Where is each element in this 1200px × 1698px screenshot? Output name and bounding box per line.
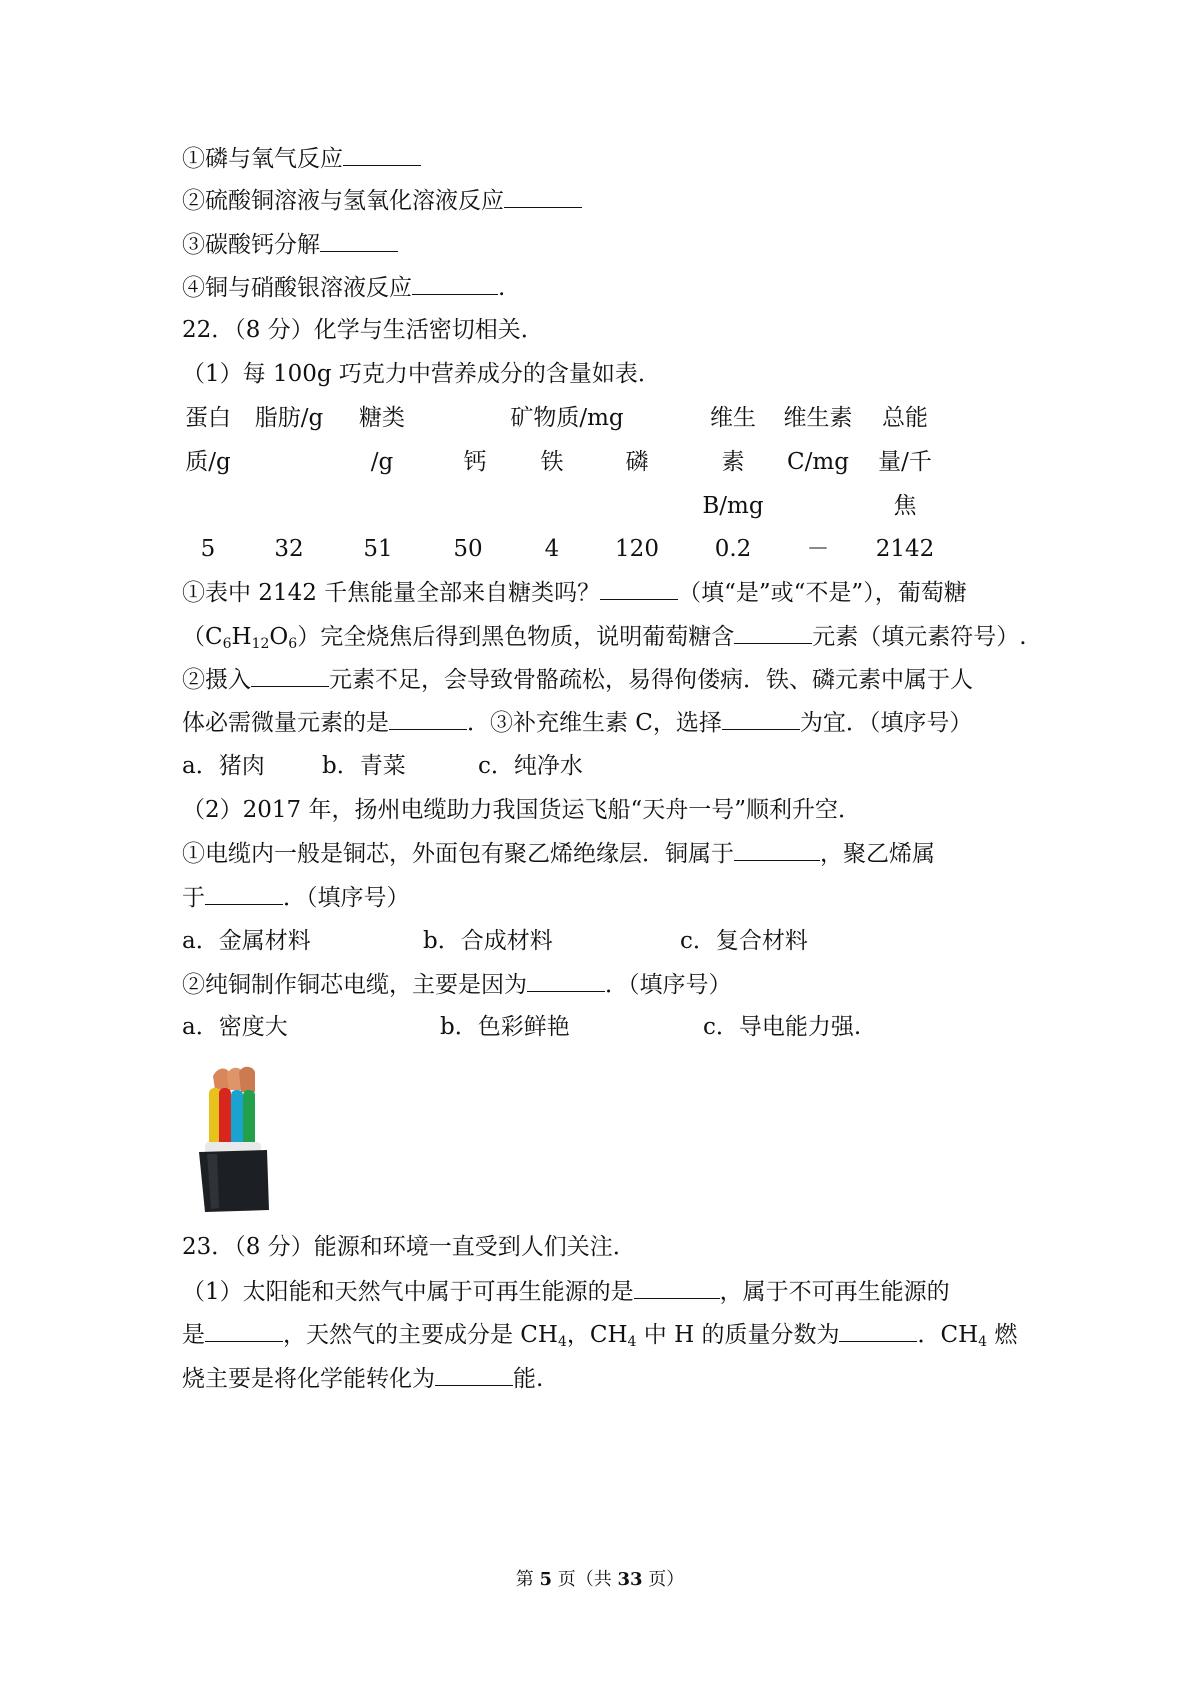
option-c: c．纯净水 (478, 753, 583, 779)
reaction-1: ①磷与氧气反应 (182, 143, 421, 174)
answer-blank[interactable] (839, 1319, 917, 1342)
page-footer: 第 5 页（共 33 页） (515, 1569, 685, 1590)
th-sugar: 糖类 (359, 405, 405, 431)
answer-blank[interactable] (600, 577, 678, 600)
page-number: 5 (539, 1569, 552, 1590)
table-cell: 4 (544, 536, 560, 562)
q22-sub2: ②摄入 元素不足，会导致骨骼疏松，易得佝偻病．铁、磷元素中属于人 (182, 664, 973, 695)
answer-blank[interactable] (205, 1319, 283, 1342)
answer-blank[interactable] (389, 707, 467, 730)
option-b: b．合成材料 (423, 928, 553, 954)
answer-blank[interactable] (504, 185, 582, 208)
th-phosphorus: 磷 (625, 449, 649, 475)
q23-1: （1）太阳能和天然气中属于可再生能源的是 ，属于不可再生能源的 (182, 1276, 950, 1307)
th-vitamin-b: 维生 (710, 405, 756, 431)
answer-blank[interactable] (734, 838, 820, 861)
th-calcium: 钙 (463, 449, 487, 475)
question-22-title: 22．（8 分）化学与生活密切相关． (182, 317, 544, 343)
table-cell: 5 (200, 536, 216, 562)
q22-sub1-cont: $(C_6H_{12}O_6)$完全烧焦后得到黑色物质，说明葡萄糖含 元素（填元素符号）. (182, 621, 1027, 652)
q23-1-cont2: 烧主要是将化学能转化为 能. (182, 1363, 543, 1394)
copper-strand-3 (239, 1067, 255, 1092)
table-cell: － (806, 536, 830, 562)
reaction-2: ②硫酸铜溶液与氢氧化溶液反应 (182, 185, 582, 216)
answer-blank[interactable] (734, 621, 812, 644)
q23-1-cont: 是 ，天然气的主要成分是 $CH_4$，$CH_4$ 中 H 的质量分数为 ．$CH_4$ 燃 (182, 1319, 1017, 1350)
q22-sub1: ①表中 2142 千焦能量全部来自糖类吗？ （填“是”或“不是”），葡萄糖 (182, 577, 967, 608)
answer-blank[interactable] (634, 1276, 720, 1299)
table-cell: 51 (363, 536, 393, 562)
th-vitamin-b-2: 素 (721, 449, 745, 475)
table-cell: 120 (615, 536, 659, 562)
th-protein-unit: 质/g (185, 449, 231, 475)
answer-blank[interactable] (435, 1363, 513, 1386)
option-c: c．导电能力强. (703, 1014, 862, 1040)
th-energy-3: 焦 (893, 493, 917, 519)
th-sugar-unit: /g (370, 449, 394, 475)
answer-blank[interactable] (320, 229, 398, 252)
option-b: b．色彩鲜艳 (440, 1014, 570, 1040)
th-energy: 总能 (882, 405, 928, 431)
th-fat: 脂肪/g (254, 405, 324, 431)
th-energy-2: 量/千 (878, 449, 932, 475)
th-vitamin-c: 维生素 (783, 405, 853, 431)
q22-sub2-cont: 体必需微量元素的是 ．③补充维生素 C，选择 为宜．（填序号） (182, 707, 972, 738)
answer-blank[interactable] (412, 272, 498, 295)
q22-2-sub1-cont: 于 ．（填序号） (182, 882, 410, 913)
q22-2-sub2: ②纯铜制作铜芯电缆，主要是因为 ．（填序号） (182, 969, 732, 1000)
q22-2-sub1: ①电缆内一般是铜芯，外面包有聚乙烯绝缘层．铜属于 ，聚乙烯属 (182, 838, 935, 869)
answer-blank[interactable] (722, 707, 800, 730)
answer-blank[interactable] (205, 882, 283, 905)
table-cell: 50 (453, 536, 483, 562)
cable-image (183, 1058, 293, 1218)
table-cell: 32 (274, 536, 304, 562)
table-cell: 0.2 (714, 536, 752, 562)
answer-blank[interactable] (251, 664, 329, 687)
table-cell: 2142 (875, 536, 935, 562)
question-22-part2: （2）2017 年，扬州电缆助力我国货运飞船“天舟一号”顺利升空． (182, 797, 861, 823)
th-vitamin-b-unit: B/mg (702, 493, 764, 519)
answer-blank[interactable] (527, 969, 605, 992)
question-23-title: 23．（8 分）能源和环境一直受到人们关注． (182, 1234, 636, 1260)
th-protein: 蛋白 (185, 405, 231, 431)
question-22-part1: （1）每 100g 巧克力中营养成分的含量如表． (182, 361, 661, 387)
reaction-3: ③碳酸钙分解 (182, 229, 398, 260)
option-a: a．密度大 (182, 1014, 288, 1040)
reaction-4: ④铜与硝酸银溶液反应 . (182, 272, 505, 303)
answer-blank[interactable] (343, 143, 421, 166)
page-total: 33 (617, 1569, 643, 1590)
th-vitamin-c-unit: C/mg (787, 449, 849, 475)
option-c: c．复合材料 (680, 928, 808, 954)
th-minerals: 矿物质/mg (510, 405, 624, 431)
option-b: b．青菜 (322, 753, 406, 779)
option-a: a．金属材料 (182, 928, 311, 954)
th-iron: 铁 (540, 449, 564, 475)
option-a: a．猪肉 (182, 753, 265, 779)
